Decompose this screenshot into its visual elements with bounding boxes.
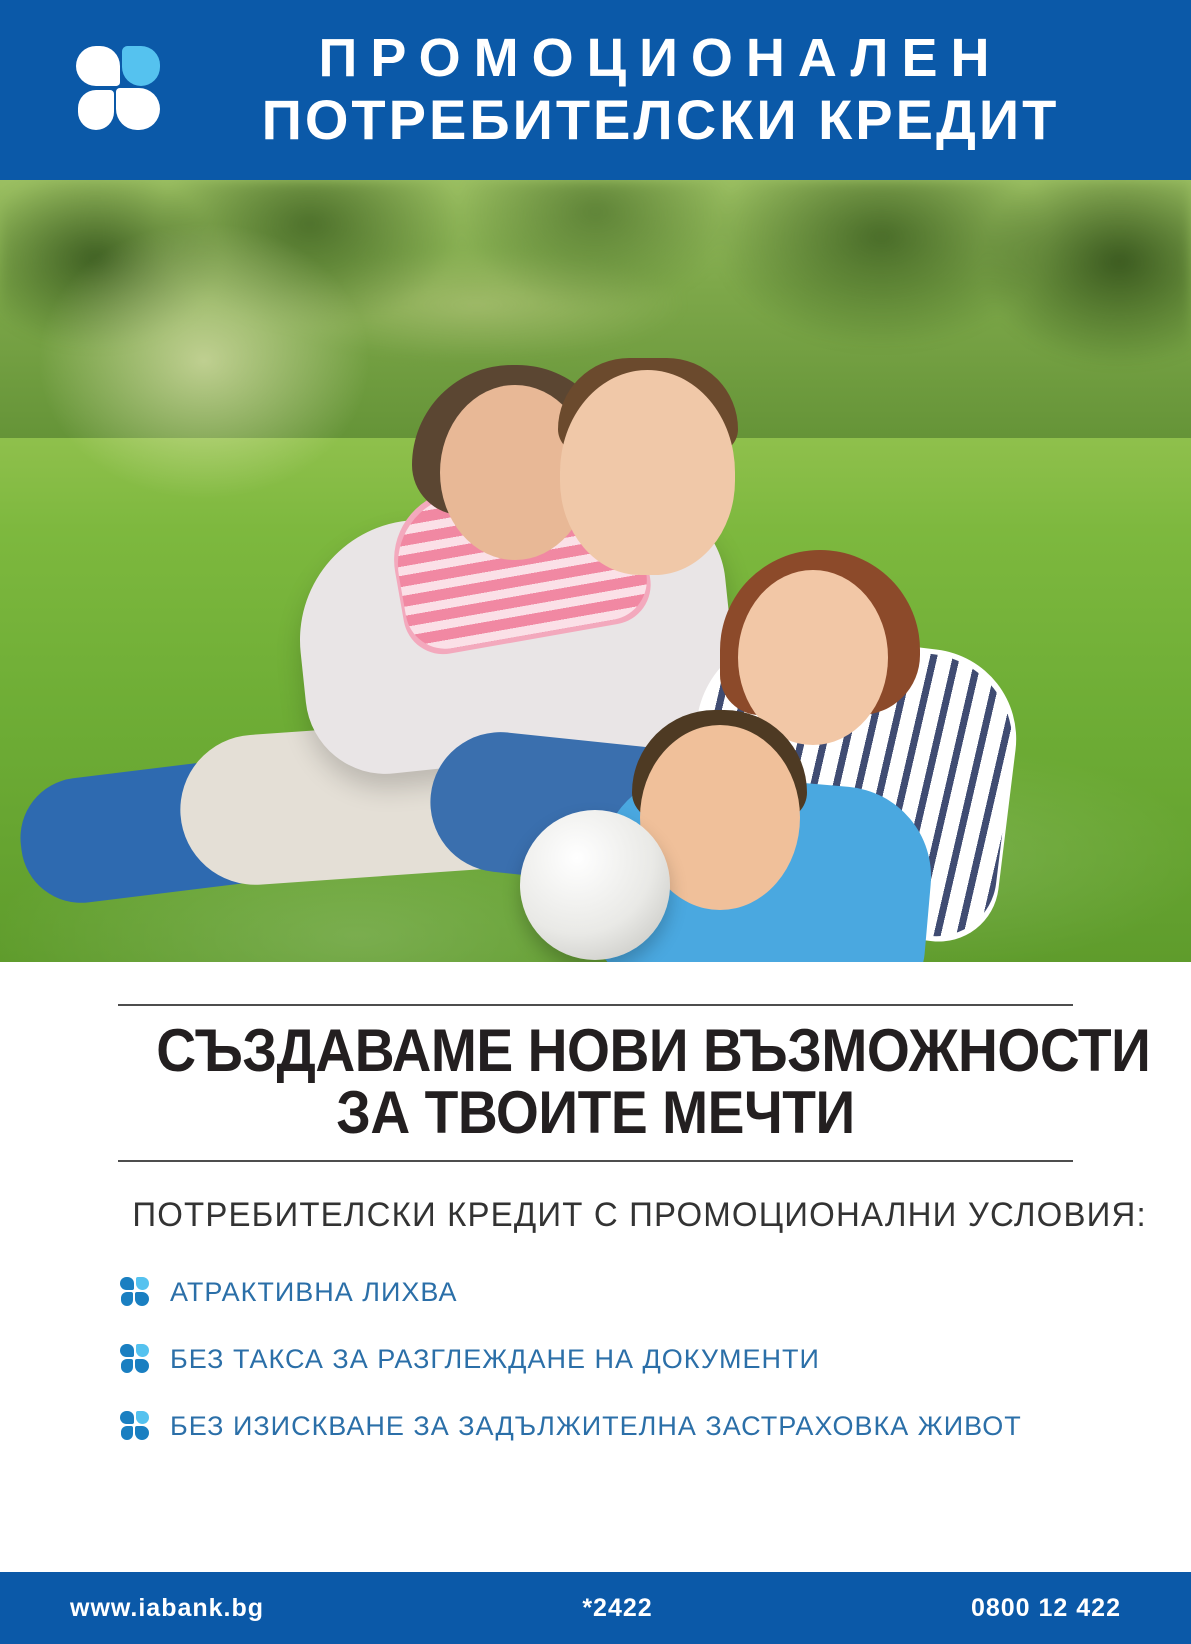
website-link[interactable]: www.iabank.bg	[70, 1593, 265, 1622]
iabank-bullet-icon	[120, 1344, 150, 1374]
list-item	[120, 1411, 1073, 1442]
iabank-bullet-icon	[120, 1411, 150, 1441]
header-title-line2: ПОТРЕБИТЕЛСКИ КРЕДИТ	[261, 87, 1060, 151]
list-item-label: БЕЗ ТАКСА ЗА РАЗГЛЕЖДАНЕ НА ДОКУМЕНТИ	[170, 1343, 820, 1374]
benefits-list	[118, 1277, 1073, 1442]
headline-line1: СЪЗДАВАМЕ НОВИ ВЪЗМОЖНОСТИ	[156, 1017, 1151, 1084]
poster-footer	[0, 1572, 1191, 1644]
list-item	[120, 1277, 1073, 1308]
header-title-block	[190, 30, 1131, 149]
subheadline: ПОТРЕБИТЕЛСКИ КРЕДИТ С ПРОМОЦИОНАЛНИ УСЛОВИЯ:	[132, 1195, 1147, 1234]
hero-photo	[0, 180, 1191, 962]
photo-soccer-ball	[520, 810, 670, 960]
divider-bottom	[118, 1160, 1073, 1162]
poster-content	[0, 962, 1191, 1520]
photo-family-group	[0, 180, 1191, 962]
poster-header	[0, 0, 1191, 180]
iabank-logo-icon	[72, 42, 164, 134]
list-item-label: АТРАКТИВНА ЛИХВА	[170, 1276, 458, 1307]
list-item-label: БЕЗ ИЗИСКВАНЕ ЗА ЗАДЪЛЖИТЕЛНА ЗАСТРАХОВКА ЖИВОТ	[170, 1410, 1022, 1441]
short-number[interactable]: *2422	[582, 1593, 653, 1622]
page-title	[156, 1017, 1151, 1146]
phone-number[interactable]: 0800 12 422	[970, 1593, 1121, 1622]
divider-top	[118, 1004, 1073, 1006]
header-title-line1: ПРОМОЦИОНАЛЕН	[318, 28, 1003, 89]
headline-line2: ЗА ТВОИТЕ МЕЧТИ	[336, 1078, 855, 1146]
photo-father-head	[560, 370, 735, 575]
footer-spacer	[0, 1550, 1191, 1572]
list-item	[120, 1344, 1073, 1375]
iabank-bullet-icon	[120, 1277, 150, 1307]
